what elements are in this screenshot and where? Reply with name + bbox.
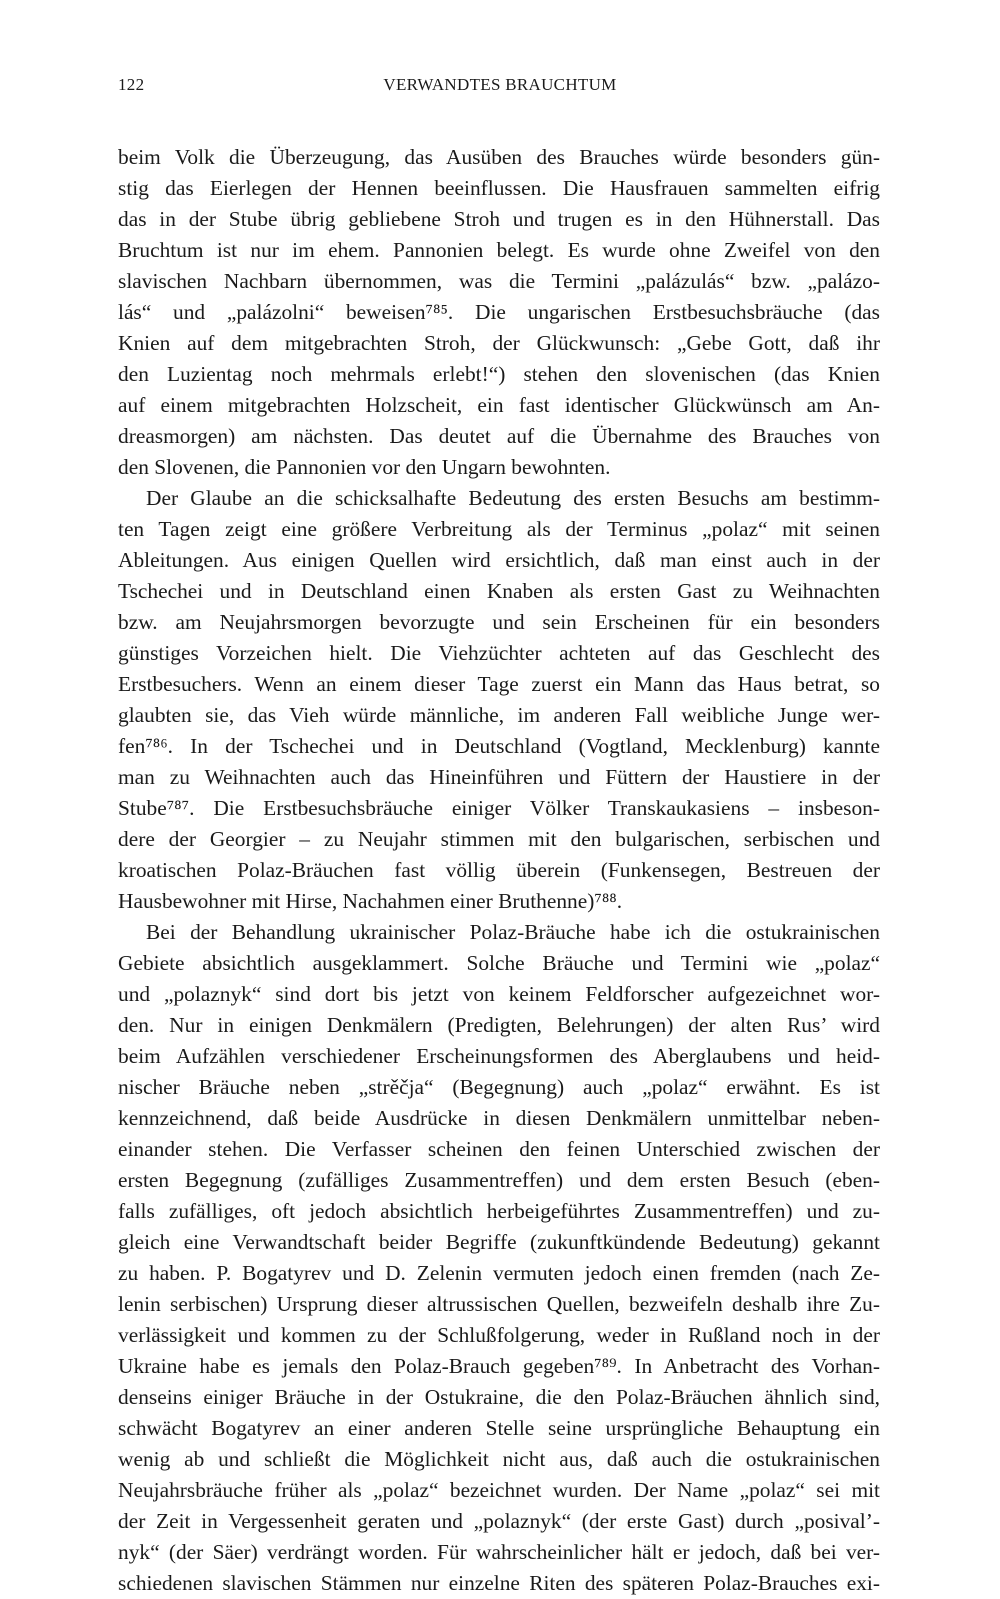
text-line: Ableitungen. Aus einigen Quellen wird ersichtlich, daß man einst auch in der [118, 548, 880, 572]
text-line: Stube⁷⁸⁷. Die Erstbesuchsbräuche einiger Völker Transkaukasiens – insbeson- [118, 796, 880, 820]
text-line: Gebiete absichtlich ausgeklammert. Solche Bräuche und Termini wie „polaz“ [118, 951, 880, 975]
text-line: einander stehen. Die Verfasser scheinen den feinen Unterschied zwischen der [118, 1137, 880, 1161]
text-line: lás“ und „palázolni“ beweisen⁷⁸⁵. Die ungarischen Erstbesuchsbräuche (das [118, 300, 880, 324]
text-line: günstiges Vorzeichen hielt. Die Viehzüchter achteten auf das Geschlecht des [118, 641, 880, 665]
text-line: Tschechei und in Deutschland einen Knaben als ersten Gast zu Weihnachten [118, 579, 880, 603]
text-line: fen⁷⁸⁶. In der Tschechei und in Deutschland (Vogtland, Mecklenburg) kannte [118, 734, 880, 758]
text-line: der Zeit in Vergessenheit geraten und „polaznyk“ (der erste Gast) durch „posival’- [118, 1509, 880, 1533]
text-line: Erstbesuchers. Wenn an einem dieser Tage zuerst ein Mann das Haus betrat, so [118, 672, 880, 696]
text-line: Neujahrsbräuche früher als „polaz“ bezeichnet wurden. Der Name „polaz“ sei mit [118, 1478, 880, 1502]
text-line: wenig ab und schließt die Möglichkeit nicht aus, daß auch die ostukrainischen [118, 1447, 880, 1471]
text-line: lenin serbischen) Ursprung dieser altrussischen Quellen, bezweifeln deshalb ihre Zu- [118, 1292, 880, 1316]
text-line: schwächt Bogatyrev an einer anderen Stelle seine ursprüngliche Behauptung ein [118, 1416, 880, 1440]
text-line: falls zufälliges, oft jedoch absichtlich herbeigeführtes Zusammentreffen) und zu- [118, 1199, 880, 1223]
text-line: Ukraine habe es jemals den Polaz-Brauch gegeben⁷⁸⁹. In Anbetracht des Vorhan- [118, 1354, 880, 1378]
text-line: Bruchtum ist nur im ehem. Pannonien belegt. Es wurde ohne Zweifel von den [118, 238, 880, 262]
text-line: glaubten sie, das Vieh würde männliche, im anderen Fall weibliche Junge wer- [118, 703, 880, 727]
text-line: ersten Begegnung (zufälliges Zusammentreffen) und dem ersten Besuch (eben- [118, 1168, 880, 1192]
text-line: den. Nur in einigen Denkmälern (Predigten, Belehrungen) der alten Rus’ wird [118, 1013, 880, 1037]
running-title: VERWANDTES BRAUCHTUM [383, 75, 617, 94]
text-line: nyk“ (der Säer) verdrängt worden. Für wahrscheinlicher hält er jedoch, daß bei ver- [118, 1540, 880, 1564]
text-line: gleich eine Verwandtschaft beider Begriffe (zukunftkündende Bedeutung) gekannt [118, 1230, 880, 1254]
text-line: man zu Weihnachten auch das Hineinführen und Füttern der Haustiere in der [118, 765, 880, 789]
text-line: beim Aufzählen verschiedener Erscheinungsformen des Aberglaubens und heid- [118, 1044, 880, 1068]
text-line: und „polaznyk“ sind dort bis jetzt von keinem Feldforscher aufgezeichnet wor- [118, 982, 880, 1006]
text-line: Hausbewohner mit Hirse, Nachahmen einer Bruthenne)⁷⁸⁸. [118, 889, 623, 913]
text-line: schiedenen slavischen Stämmen nur einzelne Riten des späteren Polaz-Brauches exi- [118, 1571, 880, 1595]
text-line: bzw. am Neujahrsmorgen bevorzugte und sein Erscheinen für ein besonders [118, 610, 880, 634]
text-line: kennzeichnend, daß beide Ausdrücke in diesen Denkmälern unmittelbar neben- [118, 1106, 880, 1130]
text-line: den Luzientag noch mehrmals erlebt!“) stehen den slovenischen (das Knien [118, 362, 880, 386]
text-line: nischer Bräuche neben „strěčja“ (Begegnung) auch „polaz“ erwähnt. Es ist [118, 1075, 880, 1099]
text-line: Knien auf dem mitgebrachten Stroh, der Glückwunsch: „Gebe Gott, daß ihr [118, 331, 880, 355]
text-line: beim Volk die Überzeugung, das Ausüben des Brauches würde besonders gün- [118, 145, 880, 169]
page-number: 122 [118, 75, 145, 94]
text-line: slavischen Nachbarn übernommen, was die Termini „palázulás“ bzw. „palázo- [118, 269, 880, 293]
text-line: kroatischen Polaz-Bräuchen fast völlig überein (Funkensegen, Bestreuen der [118, 858, 880, 882]
text-line: das in der Stube übrig gebliebene Stroh und trugen es in den Hühnerstall. Das [118, 207, 880, 231]
body-text [118, 142, 880, 1599]
text-line: den Slovenen, die Pannonien vor den Ungarn bewohnten. [118, 455, 611, 479]
page-header [118, 75, 882, 105]
text-line: zu haben. P. Bogatyrev und D. Zelenin vermuten jedoch einen fremden (nach Ze- [118, 1261, 880, 1285]
text-line: dreasmorgen) am nächsten. Das deutet auf die Übernahme des Brauches von [118, 424, 880, 448]
text-line: denseins einiger Bräuche in der Ostukraine, die den Polaz-Bräuchen ähnlich sind, [118, 1385, 880, 1409]
paragraph-first-line: Der Glaube an die schicksalhafte Bedeutung des ersten Besuchs am bestimm- [146, 486, 880, 510]
text-line: verlässigkeit und kommen zu der Schlußfolgerung, weder in Rußland noch in der [118, 1323, 880, 1347]
text-line: dere der Georgier – zu Neujahr stimmen mit den bulgarischen, serbischen und [118, 827, 880, 851]
text-line: ten Tagen zeigt eine größere Verbreitung als der Terminus „polaz“ mit seinen [118, 517, 880, 541]
paragraph-first-line: Bei der Behandlung ukrainischer Polaz-Bräuche habe ich die ostukrainischen [146, 920, 880, 944]
text-line: auf einem mitgebrachten Holzscheit, ein fast identischer Glückwünsch am An- [118, 393, 880, 417]
text-line: stig das Eierlegen der Hennen beeinflussen. Die Hausfrauen sammelten eifrig [118, 176, 880, 200]
